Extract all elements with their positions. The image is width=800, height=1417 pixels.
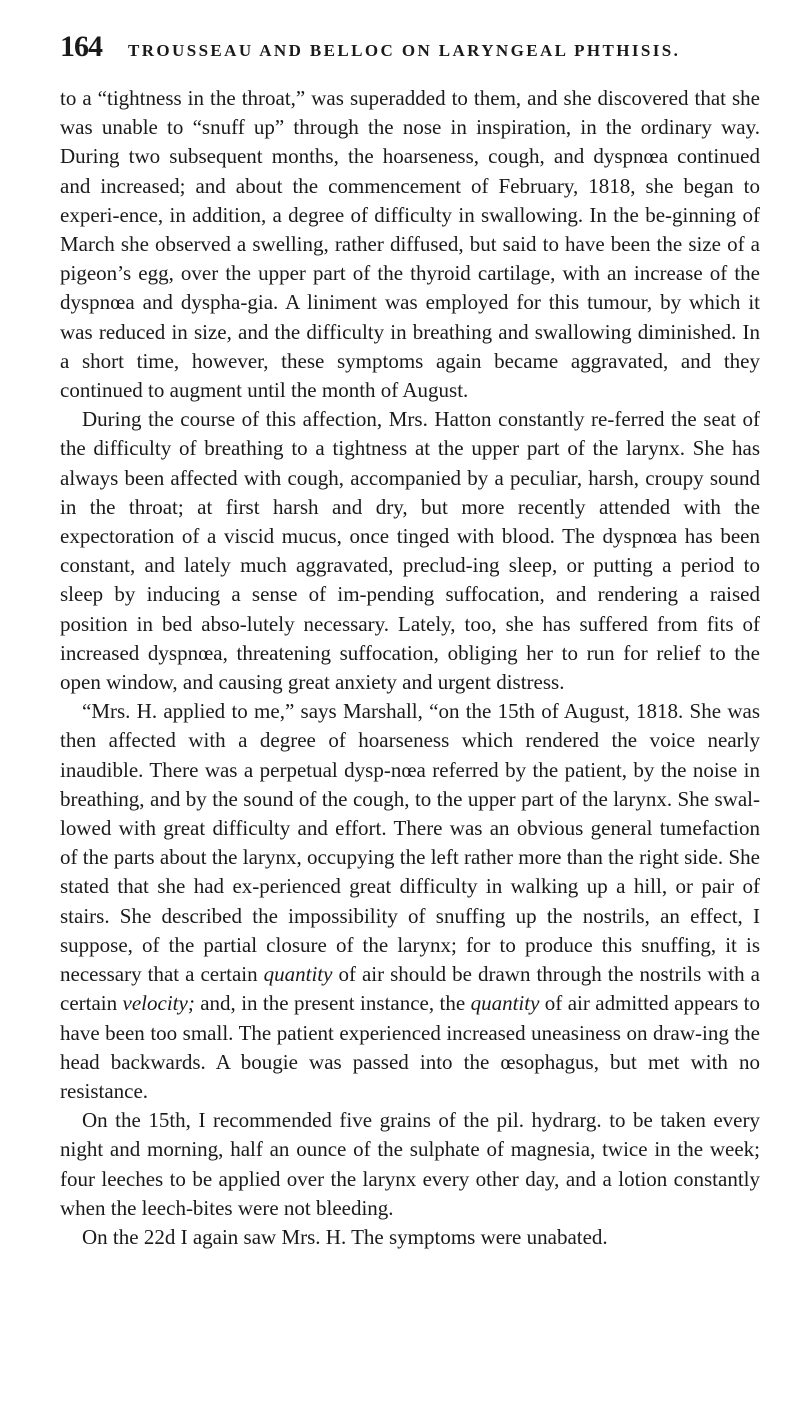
text-segment: During the course of this affection, Mrs. Hatton constantly re-ferred the seat of the difficulty of breathing to a tightness at the upper part of the larynx. She has always been affected with cough, accompanied by a peculiar, harsh, croupy sound in the throat; at first harsh and dry, but more recently attended with the expectoration of a viscid mucus, once tinged with blood. The dyspnœa has been constant, and lately much aggravated, preclud-ing sleep, or putting a period to sleep by inducing a sense of im-pending suffocation, and rendering a raised position in bed abso-lutely necessary. Lately, too, she has suffered from fits of increased dyspnœa, threatening suffocation, obliging her to run for relief to the open window, and causing great anxiety and urgent distress. — [60, 407, 760, 695]
paragraph-1 — [60, 84, 760, 405]
paragraph-4 — [60, 1106, 760, 1223]
paragraph-2 — [60, 405, 760, 697]
text-segment: of air admitted appears to have been too small. The patient experienced increased uneasiness on draw-ing the head backwards. A bougie was passed into the œsophagus, but met with no resistance. — [60, 991, 760, 1103]
paragraph-5 — [60, 1223, 760, 1252]
text-segment: “Mrs. H. applied to me,” says Marshall, “on the 15th of August, 1818. She was then affected with a degree of hoarseness which rendered the voice nearly inaudible. There was a perpetual dysp-nœa referred by the patient, by the noise in breathing, and by the sound of the cough, to the upper part of the larynx. She swal-lowed with great difficulty and effort. There was an obvious general tumefaction of the parts about the larynx, occupying the left rather more than the right side. She stated that she had ex-perienced great difficulty in walking up a hill, or pair of stairs. She described the impossibility of snuffing up the nostrils, an effect, I suppose, of the partial closure of the larynx; for to produce this snuffing, it is necessary that a certain — [60, 699, 760, 987]
book-page — [60, 30, 760, 1252]
italic-term-velocity: velocity; — [122, 991, 195, 1016]
text-segment: of air should be drawn through the nostrils with a certain — [60, 962, 760, 1016]
italic-term-quantity: quantity — [263, 962, 333, 987]
text-segment: and, in the present instance, the — [194, 991, 471, 1016]
body-text — [60, 84, 760, 1252]
paragraph-3 — [60, 697, 760, 1106]
text-segment: to a “tightness in the throat,” was superadded to them, and she discovered that she was unable to “snuff up” through the nose in inspiration, in the ordinary way. During two subsequent months, the hoarseness, cough, and dyspnœa continued and increased; and about the commencement of February, 1818, she began to experi-ence, in addition, a degree of difficulty in swallowing. In the be-ginning of March she observed a swelling, rather diffused, but said to have been the size of a pigeon’s egg, over the upper part of the thyroid cartilage, with an increase of the dyspnœa and dyspha-gia. A liniment was employed for this tumour, by which it was reduced in size, and the difficulty in breathing and swallowing diminished. In a short time, however, these symptoms again became aggravated, and they continued to augment until the month of August. — [60, 86, 760, 403]
text-segment: On the 22d I again saw Mrs. H. The symptoms were unabated. — [82, 1224, 608, 1249]
running-title: TROUSSEAU AND BELLOC ON LARYNGEAL PHTHISIS. — [128, 41, 681, 60]
running-head — [60, 30, 760, 70]
page-number: 164 — [60, 30, 102, 63]
italic-term-quantity: quantity — [470, 991, 540, 1016]
text-segment: On the 15th, I recommended five grains of the pil. hydrarg. to be taken every night and morning, half an ounce of the sulphate of magnesia, twice in the week; four leeches to be applied over the larynx every other day, and a lotion constantly when the leech-bites were not bleeding. — [60, 1108, 760, 1220]
